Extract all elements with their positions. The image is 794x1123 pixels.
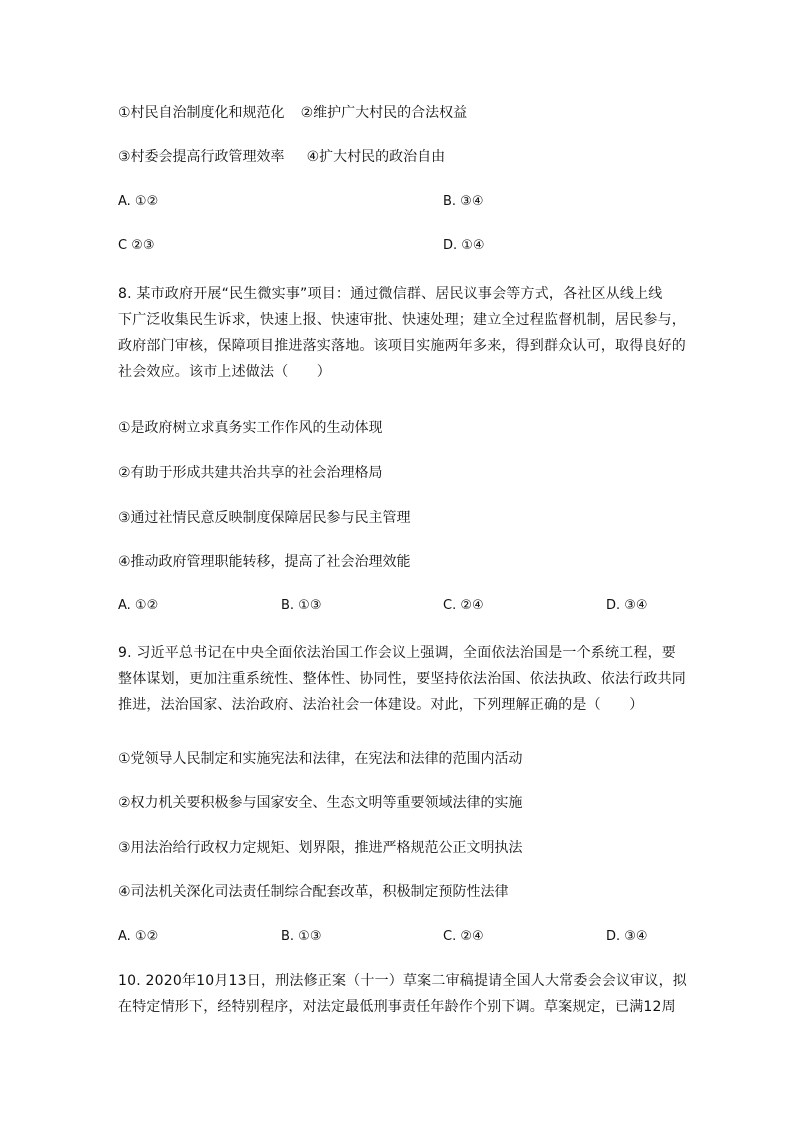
q7-statements-row-2: [118, 148, 678, 166]
q9-option-b: B. ①③: [281, 929, 322, 944]
q9-stem-line-1: 9. 习近平总书记在中央全面依法治国工作会议上强调，全面依法治国是一个系统工程，要: [118, 645, 677, 661]
q7-statement-3: ③村委会提高行政管理效率: [118, 149, 285, 165]
q8-stem-line-1: 8. 某市政府开展“民生微实事”项目：通过微信群、居民议事会等方式，各社区从线上线: [118, 286, 663, 302]
q8-item-2: ②有助于形成共建共治共享的社会治理格局: [118, 465, 383, 481]
q9-stem-line-2: 整体谋划，更加注重系统性、整体性、协同性，要坚持依法治国、依法执政、依法行政共同: [118, 671, 686, 687]
q8-option-d: D. ③④: [606, 598, 648, 613]
q7-option-b: B. ③④: [443, 194, 484, 209]
q10-stem-line-2: 在特定情形下，经特别程序，对法定最低刑事责任年龄作个别下调。草案规定，已满12周: [118, 999, 676, 1015]
q9-option-a: A. ①②: [118, 929, 159, 944]
q8-stem-line-4: 社会效应。该市上述做法（ ）: [118, 364, 331, 380]
q8-stem: [118, 281, 686, 385]
q8-stem-line-2: 下广泛收集民生诉求，快速上报、快速审批、快速处理；建立全过程监督机制，居民参与，: [118, 312, 686, 328]
q7-option-a: A. ①②: [118, 194, 159, 209]
q9-item-1: ①党领导人民制定和实施宪法和法律，在宪法和法律的范围内活动: [118, 751, 523, 767]
q10-stem: [118, 968, 687, 1020]
q9-item-3: ③用法治给行政权力定规矩、划界限，推进严格规范公正文明执法: [118, 840, 523, 856]
q8-option-b: B. ①③: [281, 598, 322, 613]
q7-option-c: C ②③: [118, 238, 155, 253]
q7-statement-1: ①村民自治制度化和规范化: [118, 105, 285, 121]
q9-stem: [118, 640, 686, 718]
q8-item-4: ④推动政府管理职能转移，提高了社会治理效能: [118, 554, 411, 570]
q9-item-4: ④司法机关深化司法责任制综合配套改革，积极制定预防性法律: [118, 884, 509, 900]
q7-statement-4: ④扩大村民的政治自由: [306, 149, 446, 165]
q8-item-1: ①是政府树立求真务实工作作风的生动体现: [118, 420, 383, 436]
q9-stem-line-3: 推进，法治国家、法治政府、法治社会一体建设。对此，下列理解正确的是（ ）: [118, 697, 644, 713]
q7-statements-row-1: [118, 104, 678, 122]
q8-option-a: A. ①②: [118, 598, 159, 613]
q10-stem-line-1: 10. 2020年10月13日，刑法修正案（十一）草案二审稿提请全国人大常委会会议审议，拟: [118, 973, 687, 989]
q8-stem-line-3: 政府部门审核，保障项目推进落实落地。该项目实施两年多来，得到群众认可，取得良好的: [118, 338, 686, 354]
q7-statement-2: ②维护广大村民的合法权益: [300, 105, 468, 121]
q9-option-c: C. ②④: [443, 929, 484, 944]
q7-option-d: D. ①④: [443, 238, 485, 253]
q8-item-3: ③通过社情民意反映制度保障居民参与民主管理: [118, 510, 411, 526]
q9-item-2: ②权力机关要积极参与国家安全、生态文明等重要领域法律的实施: [118, 795, 523, 811]
q8-option-c: C. ②④: [443, 598, 484, 613]
q9-option-d: D. ③④: [606, 929, 648, 944]
